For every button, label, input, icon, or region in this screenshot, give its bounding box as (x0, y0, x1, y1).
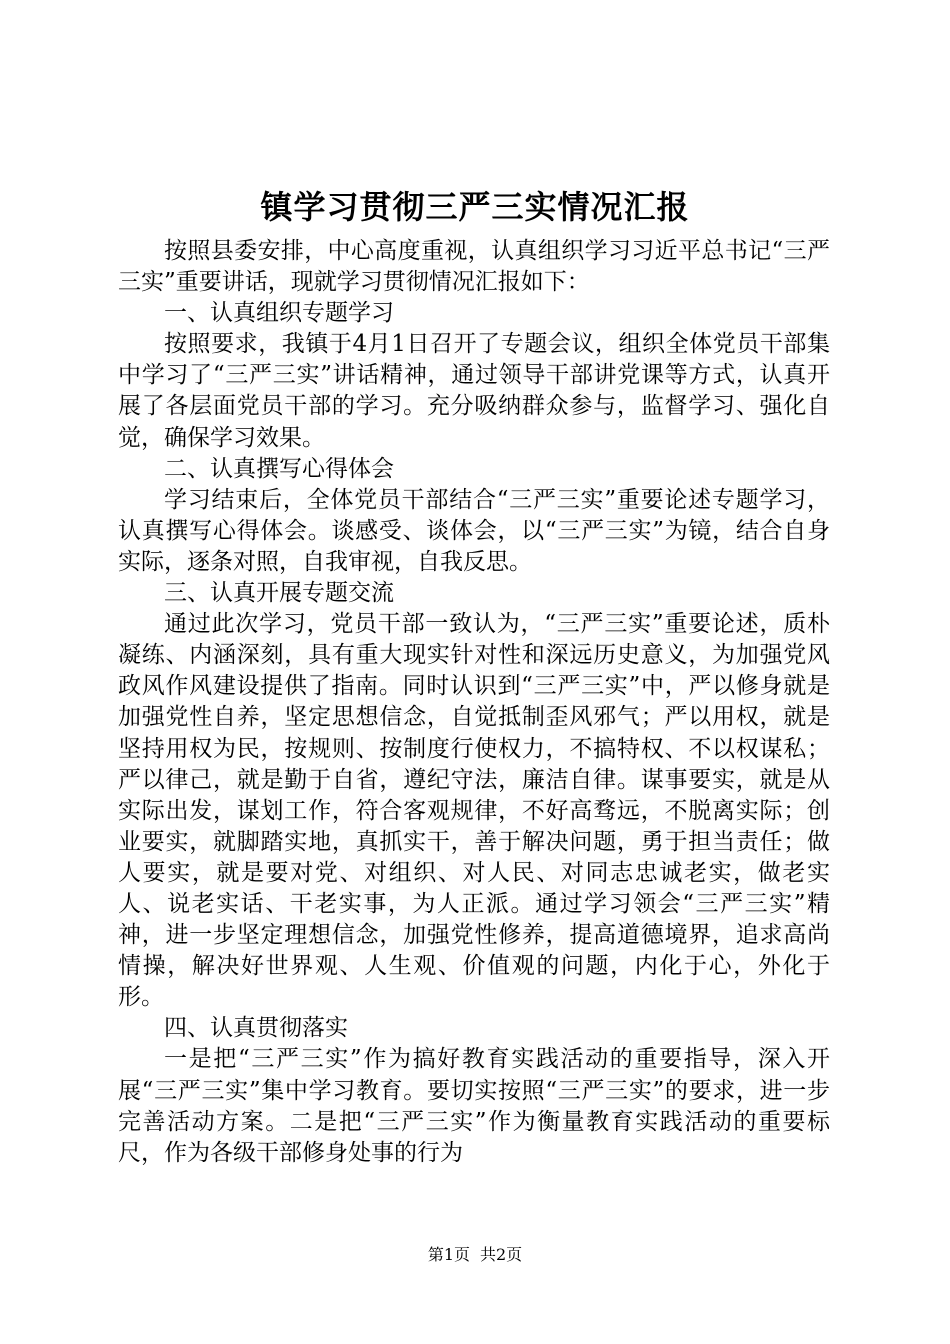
section-heading-3: 三、认真开展专题交流 (164, 580, 394, 607)
section-heading-2: 二、认真撰写心得体会 (164, 455, 394, 482)
intro-paragraph: 按照县委安排，中心高度重视，认真组织学习习近平总书记“三严三实”重要讲话，现就学习贯彻情况汇报如下： (118, 238, 830, 296)
page-footer (0, 1244, 950, 1266)
section-paragraph-4: 一是把“三严三实”作为搞好教育实践活动的重要指导，深入开展“三严三实”集中学习教育。要切实按照“三严三实”的要求，进一步完善活动方案。二是把“三严三实”作为衡量教育实践活动的重要标尺，作为各级干部修身处事的行为 (118, 1046, 830, 1166)
section-paragraph-2: 学习结束后，全体党员干部结合“三严三实”重要论述专题学习，认真撰写心得体会。谈感受、谈体会，以“三严三实”为镜，结合自身实际，逐条对照，自我审视，自我反思。 (118, 486, 830, 575)
section-paragraph-3: 通过此次学习，党员干部一致认为，“三严三实”重要论述，质朴凝练、内涵深刻，具有重大现实针对性和深远历史意义，为加强党风政风作风建设提供了指南。同时认识到“三严三实”中，严以修身就是加强党性自养，坚定思想信念，自觉抵制歪风邪气；严以用权，就是坚持用权为民，按规则、按制度行使权力，不搞特权、不以权谋私；严以律己，就是勤于自省，遵纪守法，廉洁自律。谋事要实，就是从实际出发，谋划工作，符合客观规律，不好高骛远，不脱离实际；创业要实，就脚踏实地，真抓实干，善于解决问题，勇于担当责任；做人要实，就是要对党、对组织、对人民、对同志忠诚老实，做老实人、说老实话、干老实事，为人正派。通过学习领会“三严三实”精神，进一步坚定理想信念，加强党性修养，提高道德境界，追求高尚情操，解决好世界观、人生观、价值观的问题，内化于心，外化于形。 (118, 611, 830, 1011)
document-body (118, 236, 830, 1169)
document-title: 镇学习贯彻三严三实情况汇报 (260, 188, 690, 226)
page-number-current: 第1页 (427, 1245, 470, 1264)
page-number-total: 共2页 (480, 1245, 523, 1264)
section-heading-4: 四、认真贯彻落实 (164, 1015, 348, 1042)
section-paragraph-1: 按照要求，我镇于4月1日召开了专题会议，组织全体党员干部集中学习了“三严三实”讲话精神，通过领导干部讲党课等方式，认真开展了各层面党员干部的学习。充分吸纳群众参与，监督学习、强化自觉，确保学习效果。 (118, 331, 830, 451)
section-heading-1: 一、认真组织专题学习 (164, 300, 394, 327)
